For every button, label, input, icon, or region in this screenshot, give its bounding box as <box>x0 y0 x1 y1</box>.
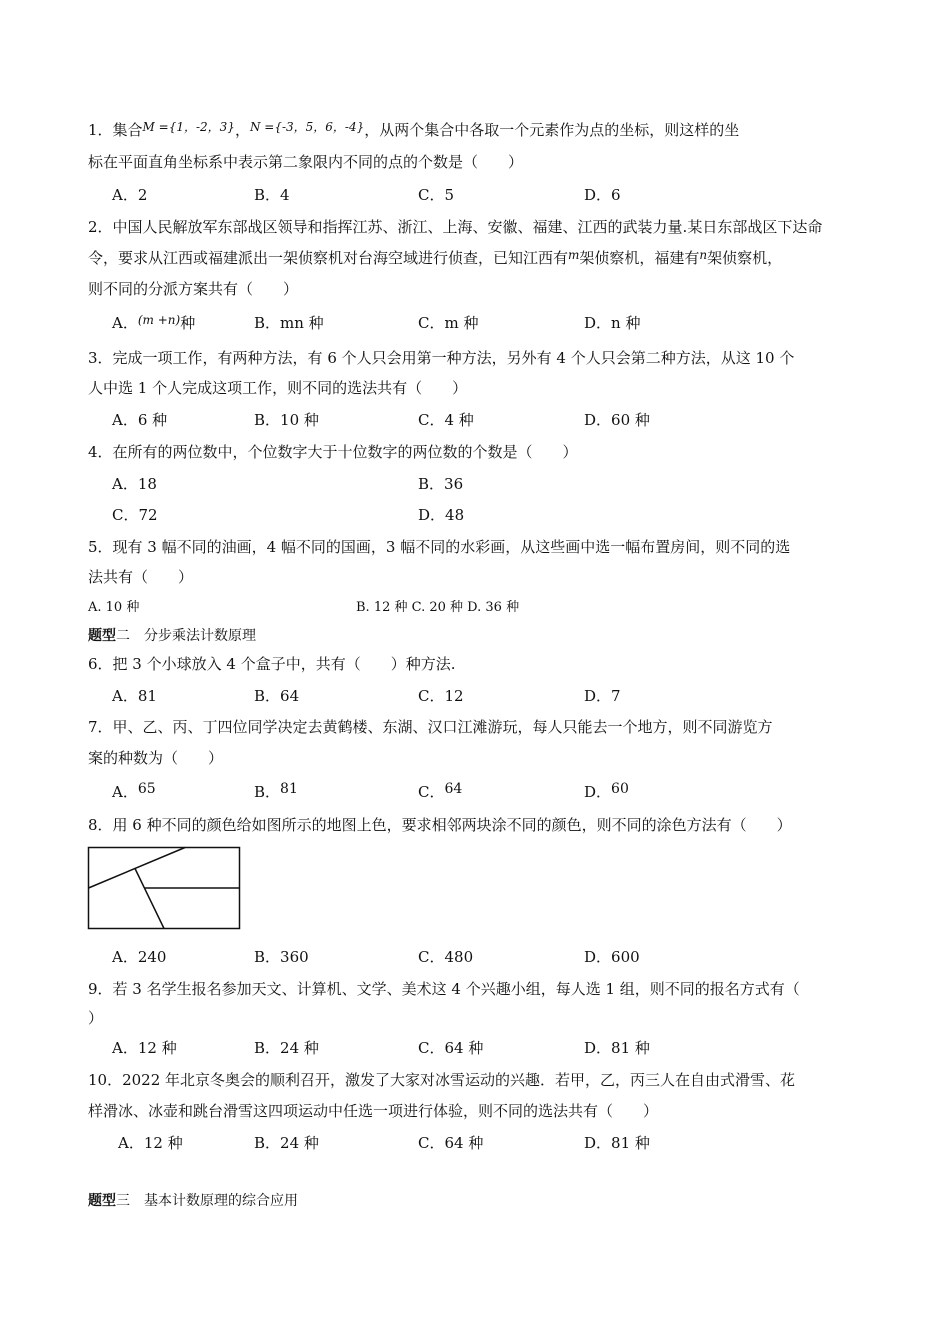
q3-option-b: B．10 种 <box>254 411 319 429</box>
q5-line1: 5．现有 3 幅不同的油画，4 幅不同的国画，3 幅不同的水彩画，从这些画中选一幅布置房间，则不同的选 <box>88 538 791 556</box>
q8-line1: 8．用 6 种不同的颜色给如图所示的地图上色，要求相邻两块涂不同的颜色，则不同的涂色方法有（ ） <box>88 816 792 834</box>
q9-option-d: D．81 种 <box>584 1039 650 1057</box>
q8-option-c: C．480 <box>418 948 474 966</box>
q3-option-d: D．60 种 <box>584 411 650 429</box>
m-var: m <box>568 248 580 262</box>
q9-line2: ） <box>88 1009 104 1027</box>
q2-line2: 令，要求从江西或福建派出一架侦察机对台海空域进行侦查，已知江西有$^m$架侦察机，福建有$^n$架侦察机， <box>88 248 783 267</box>
q9-option-a: A．12 种 <box>112 1039 177 1057</box>
section-two-heading: 题型二 分步乘法计数原理 <box>88 628 256 644</box>
q1-line2: 标在平面直角坐标系中表示第二象限内不同的点的个数是（ ） <box>88 153 524 171</box>
q1-option-d: D．6 <box>584 186 621 204</box>
set-m-formula: M ={1，-2，3} <box>142 120 235 134</box>
q3-line2: 人中选 1 个人完成这项工作，则不同的选法共有（ ） <box>88 379 468 397</box>
q10-option-c: C．64 种 <box>418 1134 484 1152</box>
q10-line2: 样滑冰、冰壶和跳台滑雪这四项运动中任选一项进行体验，则不同的选法共有（ ） <box>88 1102 659 1120</box>
q2-option-a: A．$^{(m +n)}$种 <box>112 313 196 332</box>
q10-line1: 10．2022 年北京冬奥会的顺利召开，激发了大家对冰雪运动的兴趣．若甲，乙，丙三人在自由式滑雪、花 <box>88 1071 796 1089</box>
map-figure <box>87 846 242 930</box>
q10-option-d: D．81 种 <box>584 1134 650 1152</box>
q10-option-a: A．12 种 <box>118 1134 183 1152</box>
q6-line1: 6．把 3 个小球放入 4 个盒子中，共有（ ）种方法. <box>88 655 456 673</box>
q5-options-bcd: B. 12 种 C. 20 种 D. 36 种 <box>356 600 520 615</box>
q4-line1: 4．在所有的两位数中，个位数字大于十位数字的两位数的个数是（ ） <box>88 443 578 461</box>
q7-line2: 案的种数为（ ） <box>88 749 224 767</box>
q7-option-a: A．65 <box>112 781 156 801</box>
q2-option-c: C．m 种 <box>418 314 479 332</box>
q10-option-b: B．24 种 <box>254 1134 319 1152</box>
map-diagonal-line <box>89 848 186 889</box>
section-three-heading: 题型三 基本计数原理的综合应用 <box>88 1193 298 1209</box>
q4-option-b: B．36 <box>418 475 464 493</box>
q8-option-b: B．360 <box>254 948 309 966</box>
q6-option-d: D．7 <box>584 687 621 705</box>
q5-line2: 法共有（ ） <box>88 568 194 586</box>
q3-option-a: A．6 种 <box>112 411 168 429</box>
q4-option-c: C．72 <box>112 506 158 524</box>
q9-option-c: C．64 种 <box>418 1039 484 1057</box>
q3-line1: 3．完成一项工作，有两种方法，有 6 个人只会用第一种方法，另外有 4 个人只会第二种方法，从这 10 个 <box>88 349 795 367</box>
q1-option-c: C．5 <box>418 186 455 204</box>
q6-option-a: A．81 <box>112 687 157 705</box>
q2-option-b: B．mn 种 <box>254 314 324 332</box>
q7-option-b: B．81 <box>254 781 298 801</box>
n-var: n <box>699 248 708 262</box>
set-n-formula: N ={-3，5，6，-4} <box>249 120 365 134</box>
q7-option-c: C．64 <box>418 781 463 801</box>
q8-option-d: D．600 <box>584 948 640 966</box>
q6-option-c: C．12 <box>418 687 464 705</box>
q6-option-b: B．64 <box>254 687 300 705</box>
map-slant-line <box>135 869 164 929</box>
q7-line1: 7．甲、乙、丙、丁四位同学决定去黄鹤楼、东湖、汉口江滩游玩，每人只能去一个地方，则不同游览方 <box>88 718 773 736</box>
q5-option-a: A. 10 种 <box>88 600 140 615</box>
q7-option-d: D．60 <box>584 781 629 801</box>
q2-line1: 2．中国人民解放军东部战区领导和指挥江苏、浙江、上海、安徽、福建、江西的武装力量.某日东部战区下达命 <box>88 218 823 236</box>
q2-option-d: D．n 种 <box>584 314 641 332</box>
q2-line3: 则不同的分派方案共有（ ） <box>88 280 299 298</box>
q3-option-c: C．4 种 <box>418 411 474 429</box>
q1-option-b: B．4 <box>254 186 290 204</box>
q1-line1: 1．集合$^{M =\{1,-2,3\}}$，$^{N =\{-3,5,6,-4\}}$，从两个集合中各取一个元素作为点的坐标，则这样的坐 <box>88 120 740 139</box>
q4-option-a: A．18 <box>112 475 157 493</box>
q1-option-a: A．2 <box>112 186 148 204</box>
q9-option-b: B．24 种 <box>254 1039 319 1057</box>
q8-option-a: A．240 <box>112 948 167 966</box>
q9-line1: 9．若 3 名学生报名参加天文、计算机、文学、美术这 4 个兴趣小组，每人选 1 组，则不同的报名方式有（ <box>88 980 800 998</box>
m-plus-n-formula: (m +n) <box>137 313 181 327</box>
q4-option-d: D．48 <box>418 506 465 524</box>
